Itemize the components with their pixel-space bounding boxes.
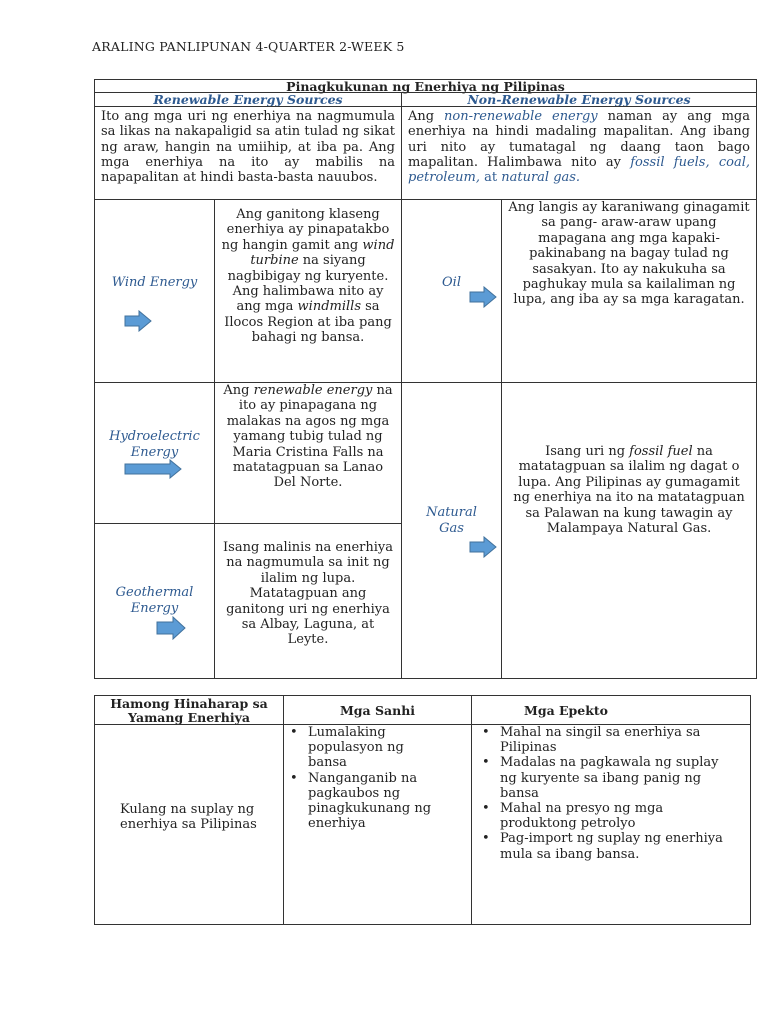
wind-label-cell	[94, 199, 215, 383]
oil-label-cell	[401, 199, 502, 383]
renewable-heading: Renewable Energy Sources	[94, 92, 402, 107]
effects-cell	[471, 724, 751, 925]
challenge-cell	[94, 724, 284, 925]
effects-list	[476, 725, 730, 862]
challenge-col-heading: Hamong Hinaharap sa Yamang Enerhiya	[94, 695, 284, 725]
oil-description: Ang langis ay karaniwang ginagamit sa pang- araw-araw upang mapagana ang mga kapaki-pakinabang na bagay tulad ng sasakyan. Ito ay nakukuha sa paghukay mula sa kailaliman ng lupa, ang iba ay sa mga karagatan.	[501, 199, 757, 383]
gas-label-cell	[401, 382, 502, 679]
list-item: • Nanganganib na pagkaubos ng pinagkukunang ng enerhiya	[284, 771, 459, 832]
energy-table-title: Pinagkukunan ng Enerhiya ng Pilipinas	[94, 79, 757, 93]
hydro-description: Ang renewable energy na ito ay pinapagana ng malakas na agos ng mga yamang tubig tulad ng Maria Cristina Falls na matatagpuan sa Lanao Del Norte.	[214, 382, 402, 524]
arrow-right-icon	[156, 616, 186, 640]
list-item: • Lumalaking populasyon ng bansa	[284, 725, 459, 771]
list-item: • Pag-import ng suplay ng enerhiya mula sa ibang bansa.	[476, 831, 730, 861]
arrow-right-icon	[469, 286, 497, 308]
hydroelectric-energy-label: Hydroelectric Energy	[109, 429, 200, 460]
gas-description: Isang uri ng fossil fuel na matatagpuan sa ilalim ng dagat o lupa. Ang Pilipinas ay gumagamit ng enerhiya na ito na matatagpuan sa Palawan na kung tawagin ay Malampaya Natural Gas.	[501, 382, 757, 679]
list-item: • Madalas na pagkawala ng suplay ng kuryente sa ibang panig ng bansa	[476, 755, 730, 801]
arrow-right-icon	[469, 536, 497, 558]
wind-energy-label: Wind Energy	[111, 275, 198, 290]
natural-gas-label: Natural Gas	[426, 505, 477, 536]
arrow-right-icon	[124, 310, 152, 332]
geo-label-cell	[94, 523, 215, 679]
geo-description: Isang malinis na enerhiya na nagmumula sa init ng ilalim ng lupa. Matatagpuan ang ganitong uri ng enerhiya sa Albay, Laguna, at Leyte.	[214, 523, 402, 679]
wind-description: Ang ganitong klaseng enerhiya ay pinapatakbo ng hangin gamit ang wind turbine na siyang nagbibigay ng kuryente. Ang halimbawa nito ay ang mga windmills sa Ilocos Region at iba pang bahagi ng bansa.	[214, 199, 402, 383]
causes-list	[284, 725, 459, 831]
nonrenewable-heading: Non-Renewable Energy Sources	[401, 92, 757, 107]
page-header: ARALING PANLIPUNAN 4-QUARTER 2-WEEK 5	[92, 39, 405, 54]
causes-cell	[283, 724, 472, 925]
list-item: • Mahal na singil sa enerhiya sa Pilipinas	[476, 725, 730, 755]
challenge-text: Kulang na suplay ng enerhiya sa Pilipinas	[120, 802, 257, 833]
list-item: • Mahal na presyo ng mga produktong petrolyo	[476, 801, 730, 831]
effects-col-heading: Mga Epekto	[471, 695, 751, 725]
nonrenewable-intro: Ang non-renewable energy naman ay ang mga enerhiya na hindi madaling mapalitan. Ang ibang uri nito ay tumatagal ng daang taon bago mapalitan. Halimbawa nito ay fossil fuels, coal, petroleum, at natural gas.	[401, 106, 757, 200]
geothermal-energy-label: Geothermal Energy	[115, 585, 194, 616]
arrow-right-icon	[124, 459, 182, 479]
hydro-label-cell	[94, 382, 215, 524]
renewable-intro: Ito ang mga uri ng enerhiya na nagmumula sa likas na nakapaligid sa atin tulad ng sikat ng araw, hangin na umiihip, at iba pa. Ang mga enerhiya na ito ay mabilis na napapalitan at hindi basta-basta nauubos.	[94, 106, 402, 200]
causes-col-heading: Mga Sanhi	[283, 695, 472, 725]
oil-label: Oil	[442, 275, 461, 290]
